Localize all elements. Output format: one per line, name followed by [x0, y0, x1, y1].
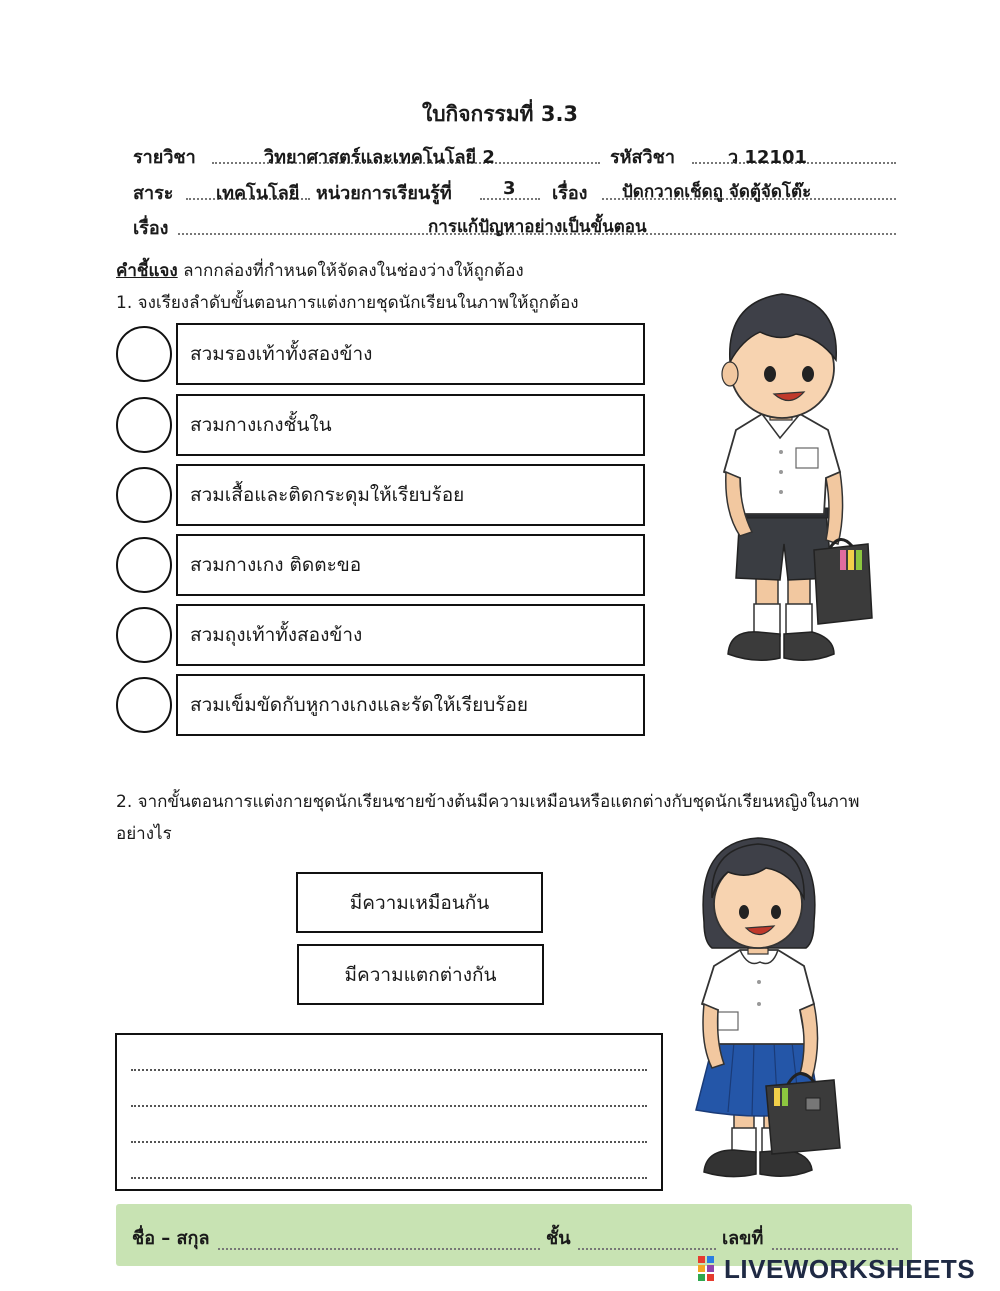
subject-value: วิทยาศาสตร์และเทคโนโลยี 2	[264, 147, 495, 168]
strand-label: สาระ	[133, 183, 174, 204]
instructions-text: ลากกล่องที่กำหนดให้จัดลงในช่องว่างให้ถูกต้อง	[177, 261, 524, 281]
option-same-box[interactable]: มีความเหมือนกัน	[296, 872, 543, 933]
liveworksheets-logo-text: LIVEWORKSHEETS	[724, 1254, 976, 1284]
instructions-label: คำชี้แจง	[116, 261, 178, 281]
subject-label: รายวิชา	[133, 147, 196, 168]
liveworksheets-logo-icon	[698, 1256, 724, 1284]
step-box-3[interactable]: สวมเสื้อและติดกระดุมให้เรียบร้อย	[176, 464, 645, 526]
liveworksheets-logo	[698, 1254, 975, 1285]
answer-line-2	[131, 1105, 647, 1107]
order-drop-circle-3[interactable]	[116, 467, 172, 523]
name-field-line[interactable]	[218, 1248, 540, 1250]
unit-label: หน่วยการเรียนรู้ที่	[316, 183, 452, 204]
class-field-line[interactable]	[578, 1248, 716, 1250]
unit-value: 3	[503, 178, 516, 199]
topic2-label: เรื่อง	[133, 218, 169, 239]
answer-line-1	[131, 1069, 647, 1071]
step-box-2[interactable]: สวมกางเกงชั้นใน	[176, 394, 645, 456]
step-box-5[interactable]: สวมถุงเท้าทั้งสองข้าง	[176, 604, 645, 666]
class-label: ชั้น	[546, 1228, 571, 1249]
step-box-6[interactable]: สวมเข็มขัดกับหูกางเกงและรัดให้เรียบร้อย	[176, 674, 645, 736]
answer-line-3	[131, 1141, 647, 1143]
order-drop-circle-1[interactable]	[116, 326, 172, 382]
boy-student-illustration	[700, 282, 880, 670]
order-drop-circle-6[interactable]	[116, 677, 172, 733]
question1-text: 1. จงเรียงลำดับขั้นตอนการแต่งกายชุดนักเรียนในภาพให้ถูกต้อง	[116, 293, 579, 313]
girl-student-illustration	[688, 832, 858, 1184]
order-drop-circle-4[interactable]	[116, 537, 172, 593]
question2-text-line1: 2. จากขั้นตอนการแต่งกายชุดนักเรียนชายข้างต้นมีความเหมือนหรือแตกต่างกับชุดนักเรียนหญิงในภาพ	[116, 792, 860, 812]
step-box-1[interactable]: สวมรองเท้าทั้งสองข้าง	[176, 323, 645, 385]
topic2-value: การแก้ปัญหาอย่างเป็นขั้นตอน	[428, 217, 647, 237]
code-label: รหัสวิชา	[610, 147, 675, 168]
step-box-4[interactable]: สวมกางเกง ติดตะขอ	[176, 534, 645, 596]
answer-box[interactable]	[115, 1033, 663, 1191]
question2-text-line2: อย่างไร	[116, 824, 172, 844]
order-drop-circle-5[interactable]	[116, 607, 172, 663]
topic-value: ปัดกวาดเช็ดถู จัดตู้จัดโต๊ะ	[622, 182, 812, 202]
instructions	[116, 257, 524, 284]
name-label: ชื่อ – สกุล	[132, 1228, 210, 1249]
answer-line-4	[131, 1177, 647, 1179]
worksheet-title: ใบกิจกรรมที่ 3.3	[421, 102, 579, 126]
topic-label: เรื่อง	[552, 183, 588, 204]
number-label: เลขที่	[722, 1228, 764, 1249]
order-drop-circle-2[interactable]	[116, 397, 172, 453]
number-field-line[interactable]	[772, 1248, 898, 1250]
strand-value: เทคโนโลยี	[216, 183, 300, 204]
code-value: ว 12101	[728, 147, 807, 168]
option-different-box[interactable]: มีความแตกต่างกัน	[297, 944, 544, 1005]
